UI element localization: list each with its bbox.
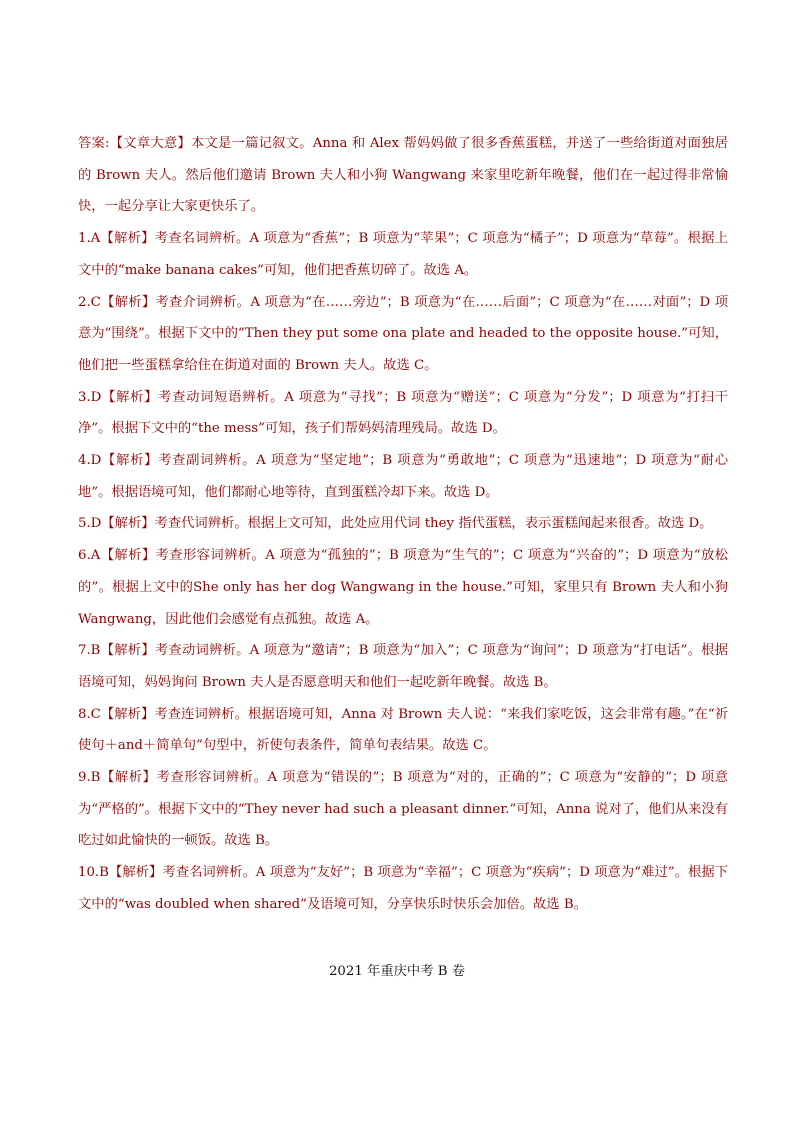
answer-item-5: 5.D【解析】考查代词辨析。根据上文可知，此处应用代词 they 指代蛋糕，表示蛋糕闻起来很香。故选 D。 [78,516,713,532]
answer-item-2: 2.C【解析】考查介词辨析。A 项意为“在……旁边”；B 项意为“在……后面”；C 项意为“在……对面”；D 项意为“围绕”。根据下文中的“Then they put some ona plate and headed to the opposite house.”可知，他们把一些蛋糕拿给住在街道对面的 Brown 夫人。故选 C。 [78,294,728,373]
summary-paragraph: 答案:【文章大意】本文是一篇记叙文。Anna 和 Alex 帮妈妈做了很多香蕉蛋糕，并送了一些给街道对面独居的 Brown 夫人。然后他们邀请 Brown 夫人和小狗 Wangwang 来家里吃新年晚餐，他们在一起过得非常愉快，一起分享让大家更快乐了。 [78,136,728,215]
answer-item-10: 10.B【解析】考查名词辨析。A 项意为“友好”；B 项意为“幸福”；C 项意为“疾病”；D 项意为“难过”。根据下文中的“was doubled when shared”及语境可知，分享快乐时快乐会加倍。故选 B。 [78,865,728,912]
section-title: 2021 年重庆中考 B 卷 [328,964,466,979]
answer-item-3: 3.D【解析】考查动词短语辨析。A 项意为“寻找”；B 项意为“赠送”；C 项意为“分发”；D 项意为“打扫干净”。根据下文中的“the mess”可知，孩子们帮妈妈清理残局。故选 D。 [78,389,728,437]
answer-item-4: 4.D【解析】考查副词辨析。A 项意为“坚定地”；B 项意为“勇敢地”；C 项意为“迅速地”；D 项意为“耐心地”。根据语境可知，他们都耐心地等待，直到蛋糕冷却下来。故选 D。 [78,453,728,500]
answer-item-7: 7.B【解析】考查动词辨析。A 项意为“邀请”；B 项意为“加入”；C 项意为“询问”；D 项意为“打电话”。根据语境可知，妈妈询问 Brown 夫人是否愿意明天和他们一起吃新年晚餐。故选 B。 [78,643,728,690]
answer-item-9: 9.B【解析】考查形容词辨析。A 项意为“错误的”；B 项意为“对的，正确的”；C 项意为“安静的”；D 项意为“严格的”。根据下文中的“They never had such a pleasant dinner.”可知，Anna 说对了，他们从来没有吃过如此愉快的一顿饭。故选 B。 [78,770,728,849]
answer-explanations [78,128,728,921]
answer-item-1: 1.A【解析】考查名词辨析。A 项意为“香蕉”；B 项意为“苹果”；C 项意为“橘子”；D 项意为“草莓”。根据上文中的“make banana cakes”可知，他们把香蕉切碎了。故选 A。 [78,231,728,278]
answer-item-8: 8.C【解析】考查连词辨析。根据语境可知，Anna 对 Brown 夫人说：“来我们家吃饭，这会非常有趣。”在“祈使句＋and＋简单句”句型中，祈使句表条件，简单句表结果。故选 C。 [78,706,728,754]
answer-item-6: 6.A【解析】考查形容词辨析。A 项意为“孤独的”；B 项意为“生气的”；C 项意为“兴奋的”；D 项意为“放松的”。根据上文中的She only has her dog Wangwang in the house.”可知，家里只有 Brown 夫人和小狗 Wangwang，因此他们会感觉有点孤独。故选 A。 [78,548,728,627]
